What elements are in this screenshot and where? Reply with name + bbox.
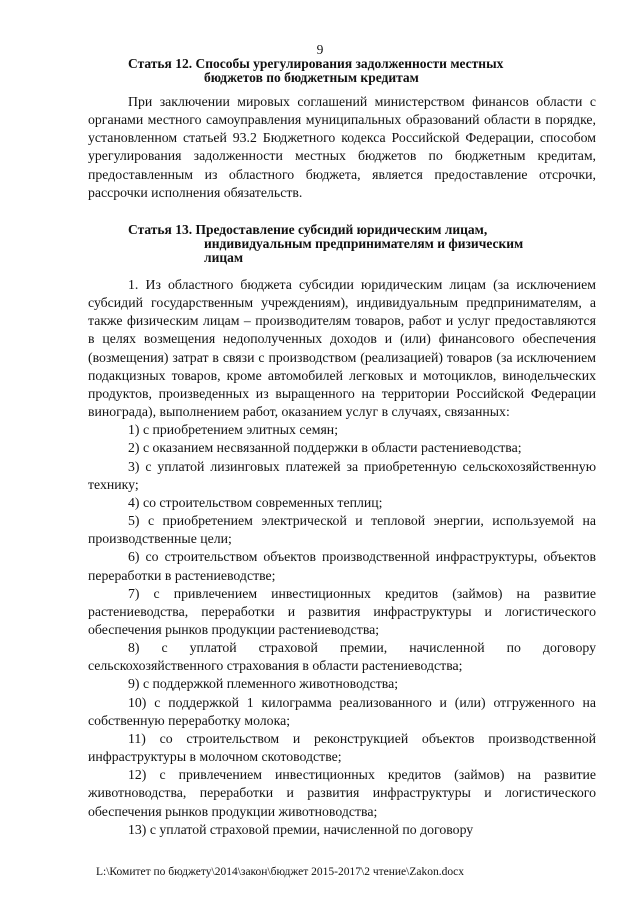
article-12-title-line2: бюджетов по бюджетным кредитам <box>204 70 419 85</box>
article-12-title-line1: Статья 12. Способы урегулирования задолженности местных <box>128 56 504 71</box>
article-12-body <box>88 93 596 202</box>
article-13-title-line2: индивидуальным предпринимателям и физическим <box>204 236 524 251</box>
list-item: 2) с оказанием несвязанной поддержки в области растениеводства; <box>128 440 522 456</box>
list-item: 3) с уплатой лизинговых платежей за приобретенную сельскохозяйственную технику; <box>88 458 596 492</box>
list-item: 10) с поддержкой 1 килограмма реализованного и (или) отгруженного на собственную переработку молока; <box>88 694 596 728</box>
list-item: 5) с приобретением электрической и тепловой энергии, используемой на производственные цели; <box>88 513 596 547</box>
list-item: 7) с привлечением инвестиционных кредитов (займов) на развитие растениеводства, переработки и развития инфраструктуры и логистического обеспечения рынков продукции растениеводства; <box>88 585 596 637</box>
list-item: 1) с приобретением элитных семян; <box>128 422 339 438</box>
list-item: 11) со строительством и реконструкцией объектов производственной инфраструктуры в молочном скотоводстве; <box>88 730 596 765</box>
page-number: 9 <box>316 42 324 57</box>
list-item: 13) с уплатой страховой премии, начисленной по договору <box>128 821 474 837</box>
article-13-heading <box>128 223 568 265</box>
article-13-title-line1: Статья 13. Предоставление субсидий юридическим лицам, <box>128 222 488 237</box>
article-12-heading <box>128 57 568 85</box>
article-13-body <box>88 276 596 839</box>
article-13-title-line3: лицам <box>204 250 244 265</box>
subsidy-list <box>88 421 596 839</box>
file-path-footer: L:\Комитет по бюджету\2014\закон\бюджет 2015-2017\2 чтение\Zakon.docx <box>96 866 464 878</box>
list-item: 12) с привлечением инвестиционных кредитов (займов) на развитие животноводства, переработки и развития инфраструктуры и логистического обеспечения рынков продукции животноводства; <box>88 767 596 819</box>
list-item: 6) со строительством объектов производственной инфраструктуры, объектов переработки в растениеводстве; <box>88 549 596 583</box>
article-13-intro: 1. Из областного бюджета субсидии юридическим лицам (за исключением субсидий государственным учреждениям), индивидуальным предпринимателям, а также физическим лицам – производителям товаров, работ и услуг предоставляются в целях возмещения недополученных доходов и (или) финансового обеспечения (возмещения) затрат в связи с производством (реализацией) товаров (за исключением подакцизных товаров, кроме автомобилей легковых и мотоциклов, винодельческих продуктов, произведенных из выращенного на территории Российской Федерации винограда), выполнением работ, оказанием услуг в случаях, связанных: <box>88 277 596 420</box>
list-item: 9) с поддержкой племенного животноводства; <box>128 676 399 692</box>
list-item: 4) со строительством современных теплиц; <box>128 494 383 510</box>
article-12-paragraph: При заключении мировых соглашений министерством финансов области с органами местного самоуправления муниципальных образований области в порядке, установленном статьей 93.2 Бюджетного кодекса Российской Федерации, способом урегулирования задолженности местных бюджетов по бюджетным кредитам, предоставленным из областного бюджета, является предоставление отсрочки, рассрочки исполнения обязательств. <box>88 94 596 200</box>
list-item: 8) с уплатой страховой премии, начисленной по договору сельскохозяйственного страхования в области растениеводства; <box>88 640 596 674</box>
